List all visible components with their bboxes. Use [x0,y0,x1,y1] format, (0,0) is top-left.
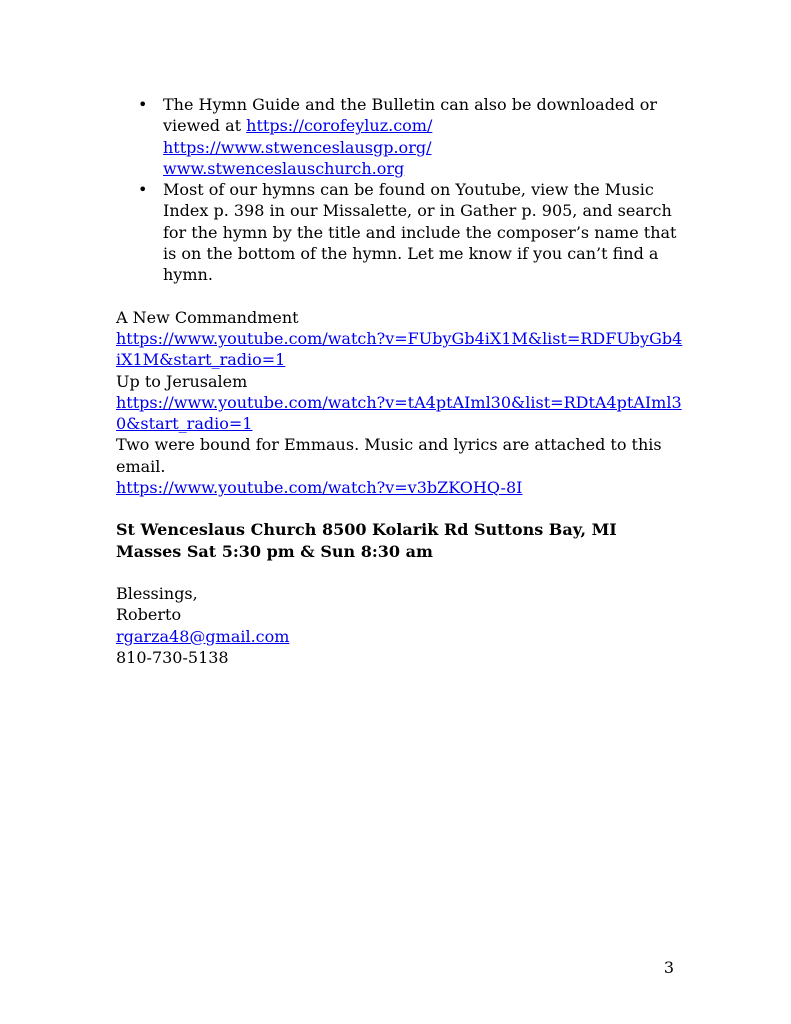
link-stwenceslauschurch[interactable]: www.stwenceslauschurch.org [163,158,405,178]
link-stwenceslausgp[interactable]: https://www.stwenceslausgp.org/ [163,137,432,157]
email-link[interactable]: rgarza48@gmail.com [116,626,290,646]
bullet-icon: • [138,180,148,200]
bullet-item-downloads [116,94,686,179]
song-item [116,307,686,371]
bullet-icon: • [138,95,148,114]
phone-number: 810-730-5138 [116,647,229,667]
song-title: Two were bound for Emmaus. Music and lyrics are attached to this email. [116,435,662,476]
song-item [116,371,686,435]
signoff-greeting: Blessings, [116,583,198,603]
spacer [116,498,686,519]
bullet-text: The Hymn Guide and the Bulletin can also be downloaded or viewed at [163,95,658,136]
song-title: Up to Jerusalem [116,371,248,391]
song-link[interactable]: https://www.youtube.com/watch?v=FUbyGb4iX1M&list=RDFUbyGb4iX1M&start_radio=1 [116,328,683,370]
song-list [116,307,686,499]
song-link[interactable]: https://www.youtube.com/watch?v=tA4ptAIml30&list=RDtA4ptAIml30&start_radio=1 [116,392,682,434]
song-item [116,434,686,498]
church-address: St Wenceslaus Church 8500 Kolarik Rd Suttons Bay, MI [116,520,617,540]
page-number: 3 [663,958,674,977]
song-title: A New Commandment [116,307,299,327]
link-corofeyluz[interactable]: https://corofeyluz.com/ [246,116,433,136]
spacer [116,562,686,583]
spacer [116,286,686,307]
info-bullet-list [116,94,686,286]
bullet-item-youtube [116,179,686,285]
page-content [116,94,686,668]
bullet-text: Most of our hymns can be found on Youtube, view the Music Index p. 398 in our Missalette, or in Gather p. 905, and search for the hymn by the title and include the composer’s name that is on the bottom of the hymn. Let me know if you can’t find a hymn. [163,180,677,285]
song-link[interactable]: https://www.youtube.com/watch?v=v3bZKOHQ-8I [116,478,523,498]
signoff-name: Roberto [116,605,182,625]
mass-times: Masses Sat 5:30 pm & Sun 8:30 am [116,541,433,561]
